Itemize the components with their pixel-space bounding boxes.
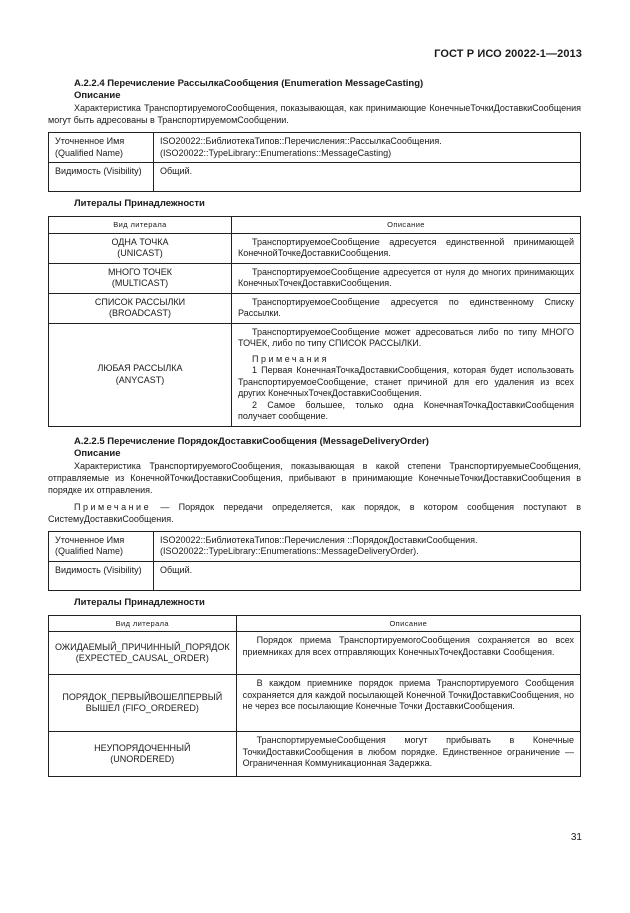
table-row <box>49 263 581 293</box>
table-row <box>49 561 581 590</box>
note-text: — Порядок передачи определяется, как порядок, в котором сообщения поступают в СистемуДоставкиСообщения. <box>48 501 581 524</box>
literal-description: ТранспортируемоеСообщение адресуется единственной принимающей КонечнойТочкеДоставкиСообщения. <box>232 233 581 263</box>
literal-name-cell <box>49 323 232 426</box>
literal-name: ЛЮБАЯ РАССЫЛКА <box>97 363 183 373</box>
literal-description: В каждом приемнике порядок приема Транспортируемого Сообщения сохраняется для каждой посылающей Конечной ТочкиДоставкиСообщения, но не через все посылающие Конечные Точки ДоставкиСообщения. <box>236 675 580 732</box>
attr-value: Общий. <box>154 163 581 192</box>
section-heading-delivery-order: A.2.2.5 Перечисление ПорядокДоставкиСообщения (MessageDeliveryOrder) <box>74 435 429 447</box>
literal-code: (UNORDERED) <box>110 754 175 764</box>
notes-heading: Примечания <box>252 353 329 364</box>
attr-value: Общий. <box>154 561 581 590</box>
literals-table <box>48 216 581 427</box>
table-row <box>49 323 581 426</box>
literals-label: Литералы Принадлежности <box>74 596 205 608</box>
anycast-description: ТранспортируемоеСообщение может адресоваться либо по типу МНОГО ТОЧЕК, либо по типу СПИСОК РАССЫЛКИ. <box>238 326 574 348</box>
attr-key: Видимость (Visibility) <box>49 561 154 590</box>
note-paragraph <box>48 501 581 525</box>
literal-name-cell <box>49 233 232 263</box>
table-row <box>49 163 581 192</box>
literal-name-cell <box>49 263 232 293</box>
literal-description: ТранспортируемыеСообщения могут прибывать в Конечные ТочкиДоставкиСообщения в любом порядке. Единственное ограничение — Ограниченная Коммуникационная Задержка. <box>236 732 580 777</box>
literal-name: СПИСОК РАССЫЛКИ <box>94 296 186 307</box>
literal-name: ОЖИДАЕМЫЙ_ПРИЧИННЫЙ_ПОРЯДОК <box>55 641 230 652</box>
literal-name-cell <box>49 675 237 732</box>
literal-code: (MULTICAST) <box>111 278 169 288</box>
literal-name-cell <box>49 732 237 777</box>
table-row <box>49 293 581 323</box>
note-label: Примечание <box>74 501 152 512</box>
attr-key: Уточненное Имя (Qualified Name) <box>49 133 154 163</box>
literal-name: НЕУПОРЯДОЧЕННЫЙ <box>94 742 191 753</box>
note-1: 1 Первая КонечнаяТочкаДоставкиСообщения, которая будет использовать ТранспортируемоеСообщение, станет причиной для его удаления из всех других КонечныхТочекДоставкиСообщения. <box>238 365 574 398</box>
table-row <box>49 133 581 163</box>
description-label: Описание <box>74 447 121 459</box>
literal-description: ТранспортируемоеСообщение адресуется от нуля до многих принимающих КонечныхТочекДоставкиСообщения. <box>232 263 581 293</box>
table-row <box>49 531 581 561</box>
literal-code: (EXPECTED_CAUSAL_ORDER) <box>75 653 209 663</box>
literals-label: Литералы Принадлежности <box>74 198 205 209</box>
attr-key: Видимость (Visibility) <box>49 163 154 192</box>
description-label: Описание <box>74 90 121 101</box>
page-number: 31 <box>570 832 582 843</box>
table-row <box>49 675 581 732</box>
table-row <box>49 732 581 777</box>
attr-key: Уточненное Имя (Qualified Name) <box>49 531 154 561</box>
table-header-row <box>49 217 581 234</box>
column-header-type: Вид литерала <box>49 217 232 234</box>
section-heading-message-casting: A.2.2.4 Перечисление РассылкаСообщения (Enumeration MessageCasting) <box>74 78 424 89</box>
attr-value: ISO20022::БиблиотекаТипов::Перечисления ::ПорядокДоставкиСообщения. (ISO20022::TypeLibrary::Enumerations::MessageDeliveryOrder). <box>154 531 581 561</box>
table-row <box>49 233 581 263</box>
literal-description: ТранспортируемоеСообщение адресуется по единственному Списку Рассылки. <box>232 293 581 323</box>
description-text: Характеристика ТранспортируемогоСообщения, показывающая в какой степени ТранспортируемыеСообщения, отправляемые из КонечнойТочкиДоставкиСообщения, прибывают в принимающие КонечныеТочкиДоставкиСообщения в порядке их отправления. <box>48 460 581 495</box>
note-2: 2 Самое большее, только одна КонечнаяТочкаДоставкиСообщения получает сообщение. <box>238 399 574 421</box>
literal-description <box>232 323 581 426</box>
attributes-table <box>48 132 581 192</box>
column-header-type: Вид литерала <box>49 615 237 632</box>
table-row <box>49 632 581 675</box>
attributes-table <box>48 531 581 591</box>
literals-table <box>48 615 581 778</box>
column-header-description: Описание <box>232 217 581 234</box>
page-content <box>48 78 581 777</box>
table-header-row <box>49 615 581 632</box>
literal-code: (UNICAST) <box>117 248 163 258</box>
literal-code: (BROADCAST) <box>108 308 171 318</box>
description-text: Характеристика ТранспортируемогоСообщения, показывающая, как принимающие КонечныеТочкиДоставкиСообщения могут быть адресованы в ТранспортируемомСообщении. <box>48 103 581 125</box>
literal-name: ПОРЯДОК_ПЕРВЫЙВОШЕЛПЕРВЫЙ <box>62 691 223 702</box>
literal-name: МНОГО ТОЧЕК <box>107 266 172 277</box>
literal-description: Порядок приема ТранспортируемогоСообщения сохраняется во всех приемниках для всех отправляющих КонечныхТочекДоставки Сообщения. <box>236 632 580 675</box>
literal-code: ВЫШЕЛ (FIFO_ORDERED) <box>85 703 199 713</box>
standard-header: ГОСТ Р ИСО 20022-1—2013 <box>434 48 582 60</box>
column-header-description: Описание <box>236 615 580 632</box>
literal-name-cell <box>49 632 237 675</box>
attr-value: ISO20022::БиблиотекаТипов::Перечисления::РассылкаСообщения. (ISO20022::TypeLibrary::Enumerations::MessageCasting) <box>154 133 581 163</box>
literal-name: ОДНА ТОЧКА <box>111 236 169 247</box>
literal-code: (ANYCAST) <box>115 374 165 385</box>
literal-name-cell <box>49 293 232 323</box>
